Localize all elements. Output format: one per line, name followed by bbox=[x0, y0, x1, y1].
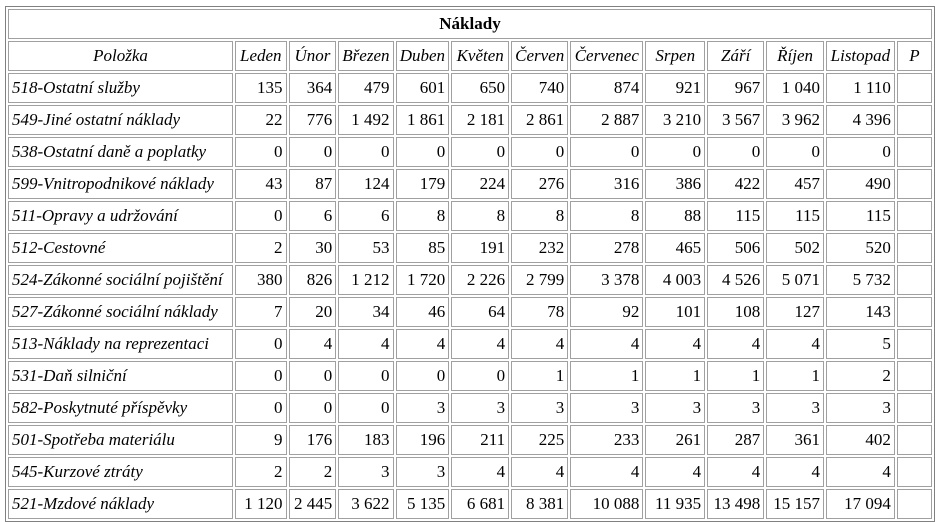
table-cell: 0 bbox=[396, 137, 450, 167]
table-cell: 20 bbox=[289, 297, 337, 327]
table-cell: 3 bbox=[707, 393, 764, 423]
table-row bbox=[8, 73, 932, 103]
table-cell: 3 962 bbox=[766, 105, 824, 135]
table-cell: 88 bbox=[645, 201, 705, 231]
column-header-month: Březen bbox=[338, 41, 393, 71]
table-cell: 1 bbox=[570, 361, 643, 391]
column-header-month: Říjen bbox=[766, 41, 824, 71]
table-cell bbox=[897, 137, 932, 167]
table-cell: 422 bbox=[707, 169, 764, 199]
table-cell: 490 bbox=[826, 169, 895, 199]
table-row bbox=[8, 425, 932, 455]
table-cell: 0 bbox=[338, 137, 393, 167]
table-row bbox=[8, 169, 932, 199]
table-cell: 115 bbox=[766, 201, 824, 231]
table-cell: 0 bbox=[645, 137, 705, 167]
table-cell: 92 bbox=[570, 297, 643, 327]
table-cell bbox=[897, 265, 932, 295]
table-cell: 0 bbox=[235, 361, 286, 391]
table-cell: 4 bbox=[645, 329, 705, 359]
table-cell: 479 bbox=[338, 73, 393, 103]
table-cell: 0 bbox=[338, 361, 393, 391]
table-cell: 2 226 bbox=[451, 265, 509, 295]
table-cell: 4 bbox=[707, 457, 764, 487]
table-cell: 0 bbox=[766, 137, 824, 167]
table-cell bbox=[897, 169, 932, 199]
table-cell: 465 bbox=[645, 233, 705, 263]
table-cell: 3 bbox=[766, 393, 824, 423]
title-row bbox=[8, 9, 932, 39]
table-cell: 1 861 bbox=[396, 105, 450, 135]
table-cell: 1 120 bbox=[235, 489, 286, 519]
table-cell: 1 720 bbox=[396, 265, 450, 295]
table-cell: 2 181 bbox=[451, 105, 509, 135]
table-cell: 0 bbox=[707, 137, 764, 167]
table-cell: 232 bbox=[511, 233, 568, 263]
table-cell: 8 381 bbox=[511, 489, 568, 519]
table-cell: 8 bbox=[511, 201, 568, 231]
table-cell: 4 bbox=[451, 457, 509, 487]
row-label: 538-Ostatní daně a poplatky bbox=[8, 137, 233, 167]
table-cell: 4 bbox=[511, 329, 568, 359]
table-row bbox=[8, 329, 932, 359]
table-cell: 502 bbox=[766, 233, 824, 263]
table-cell: 1 bbox=[645, 361, 705, 391]
table-cell: 224 bbox=[451, 169, 509, 199]
table-cell: 3 bbox=[826, 393, 895, 423]
table-cell: 4 bbox=[570, 329, 643, 359]
table-cell: 3 bbox=[570, 393, 643, 423]
table-cell: 8 bbox=[451, 201, 509, 231]
row-label: 524-Zákonné sociální pojištění bbox=[8, 265, 233, 295]
table-cell: 1 bbox=[707, 361, 764, 391]
table-cell: 506 bbox=[707, 233, 764, 263]
table-cell: 874 bbox=[570, 73, 643, 103]
table-cell: 3 210 bbox=[645, 105, 705, 135]
table-cell: 0 bbox=[235, 201, 286, 231]
row-label: 545-Kurzové ztráty bbox=[8, 457, 233, 487]
table-cell: 3 378 bbox=[570, 265, 643, 295]
row-label: 512-Cestovné bbox=[8, 233, 233, 263]
table-cell: 601 bbox=[396, 73, 450, 103]
table-cell: 6 681 bbox=[451, 489, 509, 519]
table-cell: 8 bbox=[570, 201, 643, 231]
table-cell: 0 bbox=[826, 137, 895, 167]
row-label: 527-Zákonné sociální náklady bbox=[8, 297, 233, 327]
table-cell: 211 bbox=[451, 425, 509, 455]
table-cell: 30 bbox=[289, 233, 337, 263]
table-cell: 0 bbox=[451, 361, 509, 391]
row-label: 513-Náklady na reprezentaci bbox=[8, 329, 233, 359]
table-cell: 0 bbox=[235, 393, 286, 423]
table-cell: 0 bbox=[396, 361, 450, 391]
table-cell bbox=[897, 393, 932, 423]
table-cell: 0 bbox=[289, 137, 337, 167]
table-cell: 43 bbox=[235, 169, 286, 199]
table-cell: 53 bbox=[338, 233, 393, 263]
table-row bbox=[8, 361, 932, 391]
table-cell: 4 003 bbox=[645, 265, 705, 295]
column-header-month: Září bbox=[707, 41, 764, 71]
table-cell: 8 bbox=[396, 201, 450, 231]
column-header-item: Položka bbox=[8, 41, 233, 71]
row-label: 599-Vnitropodnikové náklady bbox=[8, 169, 233, 199]
table-row bbox=[8, 489, 932, 519]
table-cell: 101 bbox=[645, 297, 705, 327]
table-cell: 2 bbox=[235, 233, 286, 263]
table-cell bbox=[897, 489, 932, 519]
row-label: 501-Spotřeba materiálu bbox=[8, 425, 233, 455]
table-cell: 5 135 bbox=[396, 489, 450, 519]
table-cell: 361 bbox=[766, 425, 824, 455]
table-cell: 5 732 bbox=[826, 265, 895, 295]
table-cell: 233 bbox=[570, 425, 643, 455]
table-row bbox=[8, 297, 932, 327]
table-cell: 3 bbox=[645, 393, 705, 423]
row-label: 518-Ostatní služby bbox=[8, 73, 233, 103]
table-body bbox=[8, 73, 932, 519]
table-cell: 1 bbox=[511, 361, 568, 391]
table-row bbox=[8, 105, 932, 135]
table-cell: 15 157 bbox=[766, 489, 824, 519]
table-cell: 85 bbox=[396, 233, 450, 263]
table-cell: 6 bbox=[289, 201, 337, 231]
costs-table-wrapper bbox=[5, 6, 935, 522]
table-cell: 225 bbox=[511, 425, 568, 455]
row-label: 511-Opravy a udržování bbox=[8, 201, 233, 231]
costs-table bbox=[5, 6, 935, 522]
column-header-month: Únor bbox=[289, 41, 337, 71]
table-cell: 4 bbox=[511, 457, 568, 487]
table-cell: 967 bbox=[707, 73, 764, 103]
table-cell: 4 bbox=[338, 329, 393, 359]
table-cell bbox=[897, 201, 932, 231]
table-cell: 1 492 bbox=[338, 105, 393, 135]
table-cell: 87 bbox=[289, 169, 337, 199]
column-header-row bbox=[8, 41, 932, 71]
table-cell: 2 bbox=[826, 361, 895, 391]
table-cell: 261 bbox=[645, 425, 705, 455]
table-cell: 10 088 bbox=[570, 489, 643, 519]
table-cell: 1 040 bbox=[766, 73, 824, 103]
table-cell: 3 bbox=[338, 457, 393, 487]
table-cell: 2 887 bbox=[570, 105, 643, 135]
table-cell: 3 bbox=[396, 393, 450, 423]
column-header-month: Listopad bbox=[826, 41, 895, 71]
table-cell bbox=[897, 361, 932, 391]
table-cell: 650 bbox=[451, 73, 509, 103]
column-header-month: Červen bbox=[511, 41, 568, 71]
table-cell: 143 bbox=[826, 297, 895, 327]
table-cell: 4 bbox=[396, 329, 450, 359]
table-cell: 3 bbox=[511, 393, 568, 423]
column-header-month: P bbox=[897, 41, 932, 71]
table-cell: 22 bbox=[235, 105, 286, 135]
column-header-month: Srpen bbox=[645, 41, 705, 71]
table-cell: 46 bbox=[396, 297, 450, 327]
table-cell: 0 bbox=[289, 361, 337, 391]
table-cell: 4 bbox=[766, 457, 824, 487]
table-cell: 11 935 bbox=[645, 489, 705, 519]
table-cell: 4 bbox=[826, 457, 895, 487]
column-header-month: Leden bbox=[235, 41, 286, 71]
row-label: 549-Jiné ostatní náklady bbox=[8, 105, 233, 135]
table-cell bbox=[897, 73, 932, 103]
table-cell: 0 bbox=[451, 137, 509, 167]
table-cell: 520 bbox=[826, 233, 895, 263]
table-cell: 7 bbox=[235, 297, 286, 327]
table-cell: 740 bbox=[511, 73, 568, 103]
table-cell: 0 bbox=[511, 137, 568, 167]
table-cell bbox=[897, 329, 932, 359]
table-cell: 6 bbox=[338, 201, 393, 231]
table-cell: 276 bbox=[511, 169, 568, 199]
table-cell bbox=[897, 297, 932, 327]
table-row bbox=[8, 201, 932, 231]
table-cell: 34 bbox=[338, 297, 393, 327]
table-cell: 3 622 bbox=[338, 489, 393, 519]
table-cell: 4 bbox=[766, 329, 824, 359]
table-cell: 1 bbox=[766, 361, 824, 391]
table-cell: 2 799 bbox=[511, 265, 568, 295]
table-cell: 115 bbox=[826, 201, 895, 231]
table-cell: 1 110 bbox=[826, 73, 895, 103]
table-row bbox=[8, 233, 932, 263]
table-cell: 278 bbox=[570, 233, 643, 263]
table-cell: 64 bbox=[451, 297, 509, 327]
column-header-month: Červenec bbox=[570, 41, 643, 71]
table-cell: 776 bbox=[289, 105, 337, 135]
table-cell: 5 071 bbox=[766, 265, 824, 295]
table-cell: 5 bbox=[826, 329, 895, 359]
table-cell: 4 bbox=[645, 457, 705, 487]
column-header-month: Květen bbox=[451, 41, 509, 71]
table-cell bbox=[897, 425, 932, 455]
table-cell: 457 bbox=[766, 169, 824, 199]
table-cell: 2 445 bbox=[289, 489, 337, 519]
table-cell: 0 bbox=[235, 329, 286, 359]
table-cell: 2 861 bbox=[511, 105, 568, 135]
table-cell: 179 bbox=[396, 169, 450, 199]
table-cell: 127 bbox=[766, 297, 824, 327]
table-cell: 826 bbox=[289, 265, 337, 295]
table-cell: 183 bbox=[338, 425, 393, 455]
table-cell: 135 bbox=[235, 73, 286, 103]
table-cell: 386 bbox=[645, 169, 705, 199]
table-cell: 4 526 bbox=[707, 265, 764, 295]
table-cell: 78 bbox=[511, 297, 568, 327]
table-row bbox=[8, 265, 932, 295]
column-header-month: Duben bbox=[396, 41, 450, 71]
table-cell: 3 bbox=[451, 393, 509, 423]
table-cell: 364 bbox=[289, 73, 337, 103]
row-label: 582-Poskytnuté příspěvky bbox=[8, 393, 233, 423]
table-row bbox=[8, 457, 932, 487]
table-cell: 124 bbox=[338, 169, 393, 199]
table-cell: 176 bbox=[289, 425, 337, 455]
table-cell: 0 bbox=[235, 137, 286, 167]
table-cell: 287 bbox=[707, 425, 764, 455]
table-cell: 115 bbox=[707, 201, 764, 231]
table-cell: 3 567 bbox=[707, 105, 764, 135]
row-label: 531-Daň silniční bbox=[8, 361, 233, 391]
table-cell: 3 bbox=[396, 457, 450, 487]
table-cell: 0 bbox=[338, 393, 393, 423]
table-cell: 4 bbox=[570, 457, 643, 487]
table-title: Náklady bbox=[8, 9, 932, 39]
row-label: 521-Mzdové náklady bbox=[8, 489, 233, 519]
table-cell: 17 094 bbox=[826, 489, 895, 519]
table-cell: 0 bbox=[289, 393, 337, 423]
table-cell: 108 bbox=[707, 297, 764, 327]
table-cell: 1 212 bbox=[338, 265, 393, 295]
table-cell: 196 bbox=[396, 425, 450, 455]
table-cell: 402 bbox=[826, 425, 895, 455]
table-cell bbox=[897, 457, 932, 487]
table-cell: 4 396 bbox=[826, 105, 895, 135]
table-cell: 4 bbox=[707, 329, 764, 359]
table-row bbox=[8, 393, 932, 423]
table-cell bbox=[897, 233, 932, 263]
table-cell: 9 bbox=[235, 425, 286, 455]
table-cell bbox=[897, 105, 932, 135]
table-cell: 4 bbox=[289, 329, 337, 359]
table-cell: 2 bbox=[235, 457, 286, 487]
table-cell: 316 bbox=[570, 169, 643, 199]
table-cell: 380 bbox=[235, 265, 286, 295]
table-row bbox=[8, 137, 932, 167]
table-cell: 0 bbox=[570, 137, 643, 167]
table-cell: 2 bbox=[289, 457, 337, 487]
table-cell: 191 bbox=[451, 233, 509, 263]
table-cell: 4 bbox=[451, 329, 509, 359]
table-cell: 921 bbox=[645, 73, 705, 103]
table-cell: 13 498 bbox=[707, 489, 764, 519]
